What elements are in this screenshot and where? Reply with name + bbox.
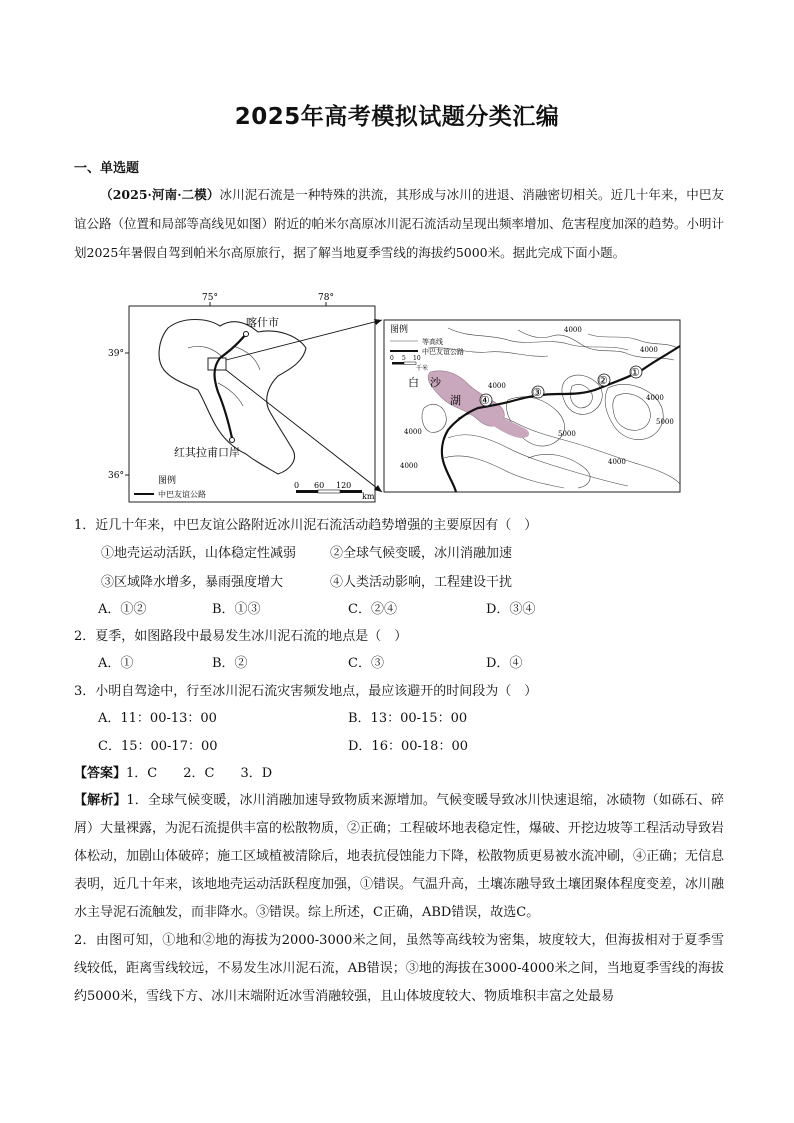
q1-statement-4: ④人类活动影响，工程建设干扰 — [330, 575, 513, 590]
answer-text: 1．C 2．C 3．D — [126, 766, 273, 781]
contour-label-b: 4000 — [488, 382, 506, 390]
lake-char-2: 沙 — [430, 376, 441, 389]
q1-statement-3: ③区域降水增多，暴雨强度增大 — [101, 575, 284, 590]
q1-option-c[interactable]: C．②④ — [348, 602, 397, 617]
lon-label-75: 75° — [202, 293, 218, 303]
contour-label-d: 4000 — [404, 428, 422, 436]
right-legend-contour: 等高线 — [422, 338, 443, 346]
right-legend-road: 中巴友谊公路 — [422, 348, 464, 356]
q2-option-b[interactable]: B．② — [212, 656, 248, 671]
q2-option-a[interactable]: A．① — [98, 656, 134, 671]
question-intro — [74, 180, 724, 267]
lake-char-1: 白 — [408, 376, 419, 389]
q3-option-a[interactable]: A．11：00-13：00 — [98, 711, 217, 726]
right-scale-5: 5 — [402, 355, 406, 362]
lat-label-36: 36° — [108, 471, 124, 481]
contour-label-h: 4000 — [608, 458, 626, 466]
left-map-frame — [129, 306, 375, 502]
question-2-stem: 2．夏季，如图路段中最易发生冰川泥石流的地点是（ ） — [74, 629, 408, 644]
right-legend-title: 图例 — [390, 325, 409, 335]
q3-option-c[interactable]: C．15：00-17：00 — [98, 739, 218, 754]
point-4-marker: ④ — [480, 394, 490, 407]
left-legend-title: 图例 — [158, 476, 177, 486]
map-svg — [108, 288, 684, 510]
contour-label-a: 4000 — [564, 326, 582, 334]
intro-text: 冰川泥石流是一种特殊的洪流，其形成与冰川的进退、消融密切相关。近几十年来，中巴友谊公路（位置和局部等高线见如图）附近的帕米尔高原冰川泥石流活动呈现出频率增加、危害程度加深的趋势。小明计划2025年暑假自驾到帕米尔高原旅行，据了解当地夏季雪线的海拔约5000米。据此完成下面小题。 — [74, 187, 725, 260]
q2-option-d[interactable]: D．④ — [486, 656, 523, 671]
contour-label-i: 4000 — [400, 462, 418, 470]
left-legend-road: 中巴友谊公路 — [158, 490, 206, 499]
q1-option-b[interactable]: B．①③ — [212, 602, 261, 617]
contour-label-f: 5000 — [656, 418, 674, 426]
analysis-label: 【解析】 — [74, 793, 127, 808]
page-title: 2025年高考模拟试题分类汇编 — [234, 104, 560, 130]
contour-label-g: 5000 — [558, 430, 576, 438]
contour-label-e: 4000 — [646, 394, 664, 402]
q1-statement-2: ②全球气候变暖，冰川消融加速 — [330, 546, 513, 561]
question-source: （2025·河南·二模） — [100, 187, 220, 202]
point-1-marker: ① — [630, 366, 640, 379]
left-scale-60: 60 — [314, 481, 325, 490]
map-figure — [108, 288, 684, 510]
contour-label-c: 4000 — [640, 346, 658, 354]
left-scale-unit: km — [362, 492, 375, 501]
right-scale-0: 0 — [390, 355, 394, 362]
q1-statement-1: ①地壳运动活跃，山体稳定性减弱 — [101, 546, 297, 561]
left-scale-0: 0 — [294, 481, 300, 490]
analysis-text-1: 1．全球气候变暖，冰川消融加速导致物质来源增加。气候变暖导致冰川快速退缩，冰碛物（如砾石、碎屑）大量裸露，为泥石流提供丰富的松散物质，②正确；工程破坏地表稳定性，爆破、开挖边坡等工程活动导致岩体松动，加剧山体破碎；施工区域植被清除后，地表抗侵蚀能力下降，松散物质更易被水流冲刷，④正确；无信息表明，近几十年来，该地地壳运动活跃程度加强，①错误。气温升高，土壤冻融导致土壤团聚体程度变差，冰川融水主导泥石流触发，而非降水。③错误。综上所述，C正确，ABD错误，故选C。 — [74, 793, 725, 920]
lon-label-78: 78° — [318, 293, 334, 303]
q3-option-d[interactable]: D．16：00-18：00 — [348, 739, 468, 754]
right-scale-unit: 千米 — [416, 365, 429, 372]
q3-option-b[interactable]: B．13：00-15：00 — [348, 711, 468, 726]
q1-option-a[interactable]: A．①② — [98, 602, 147, 617]
q2-option-c[interactable]: C．③ — [348, 656, 384, 671]
port-label-khunjerab: 红其拉甫口岸 — [174, 446, 240, 459]
lake-char-3: 湖 — [450, 394, 461, 407]
answer-line — [74, 762, 272, 781]
analysis-paragraph-1 — [74, 787, 724, 927]
answer-label: 【答案】 — [74, 766, 127, 781]
lat-label-39: 39° — [108, 349, 124, 359]
right-scale-10: 10 — [413, 355, 421, 362]
section-heading: 一、单选题 — [74, 161, 140, 176]
question-1-stem: 1．近几十年来，中巴友谊公路附近冰川泥石流活动趋势增强的主要原因有（ ） — [74, 518, 538, 533]
analysis-paragraph-2: 2．由图可知，①地和②地的海拔为2000-3000米之间，虽然等高线较为密集，坡度较大，但海拔相对于夏季雪线较低，距离雪线较远，不易发生冰川泥石流，AB错误；③地的海拔在3000-4000米之间，当地夏季雪线的海拔约5000米，雪线下方、冰川末端附近冰雪消融较强，且山体坡度较大、物质堆积丰富之处最易 — [74, 933, 724, 1004]
city-label-kashgar: 喀什市 — [246, 316, 279, 329]
analysis-block — [74, 787, 724, 1011]
point-3-marker: ③ — [532, 386, 542, 399]
q1-option-d[interactable]: D．③④ — [486, 602, 536, 617]
point-2-marker: ② — [598, 374, 608, 387]
left-scale-120: 120 — [336, 481, 352, 490]
question-3-stem: 3．小明自驾途中，行至冰川泥石流灾害频发地点，最应该避开的时间段为（ ） — [74, 684, 538, 699]
